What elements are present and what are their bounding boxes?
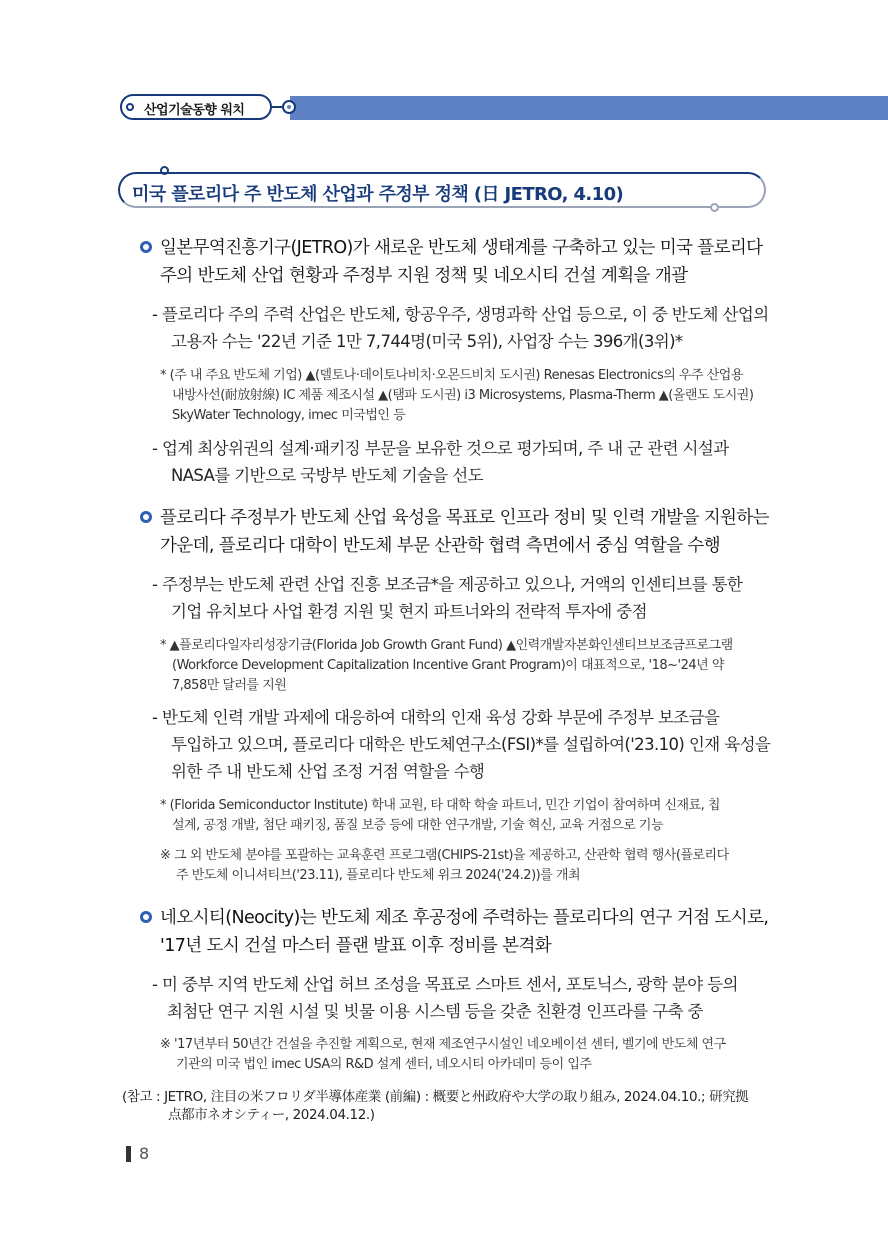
page-number-bar [126,1146,131,1162]
bullet-icon [140,911,152,923]
bullet-2-note-2-line-2: 설계, 공정 개발, 첨단 패키징, 품질 보증 등에 대한 연구개발, 기술 혁신, 교육 거점으로 기능 [172,818,664,833]
bullet-2-note-3-line-2: 주 반도체 이니셔티브('23.11), 플로리다 반도체 위크 2024('24.2))를 개최 [176,868,581,883]
bullet-1-line-1: 일본무역진흥기구(JETRO)가 새로운 반도체 생태계를 구축하고 있는 미국 플로리다 [160,238,763,258]
bullet-3-sub-1-line-2: 최첨단 연구 지원 시설 및 빗물 이용 시스템 등을 갖춘 친환경 인프라를 구축 중 [167,1002,703,1021]
title-box [118,172,766,208]
pill-dot-icon [126,103,134,111]
header-knob-icon [282,100,296,114]
bullet-1-sub-1-line-2: 고용자 수는 '22년 기준 1만 7,744명(미국 5위), 사업장 수는 396개(3위)* [171,332,683,351]
bullet-1-line-2: 주의 반도체 산업 현황과 주정부 지원 정책 및 네오시티 건설 계획을 개괄 [160,266,688,286]
bullet-2-line-2: 가운데, 플로리다 대학이 반도체 부문 산관학 협력 측면에서 중심 역할을 수행 [160,536,721,556]
bullet-2-sub-1-line-1: - 주정부는 반도체 관련 산업 진흥 보조금*을 제공하고 있으나, 거액의 인센티브를 통한 [152,575,743,594]
bullet-2-note-1-line-3: 7,858만 달러를 지원 [172,678,287,693]
page-number: 8 [139,1144,150,1163]
header-band [290,96,888,120]
bullet-2-sub-2-line-1: - 반도체 인력 개발 과제에 대응하여 대학의 인재 육성 강화 부문에 주정부 보조금을 [152,708,720,727]
bullet-2-sub-2-line-2: 투입하고 있으며, 플로리다 대학은 반도체연구소(FSI)*를 설립하여('23.10) 인재 육성을 [171,735,771,754]
bullet-icon [140,241,152,253]
bullet-3-line-2: '17년 도시 건설 마스터 플랜 발표 이후 정비를 본격화 [160,936,552,956]
reference-line-2: 点都市ネオシティー, 2024.04.12.) [168,1107,375,1123]
bullet-1-note-line-3: SkyWater Technology, imec 미국법인 등 [172,408,406,423]
bullet-2-sub-2-line-3: 위한 주 내 반도체 산업 조정 거점 역할을 수행 [171,762,485,781]
bullet-1-sub-1-line-1: - 플로리다 주의 주력 산업은 반도체, 항공우주, 생명과학 산업 등으로, 이 중 반도체 산업의 [152,305,769,324]
bullet-3-note-line-2: 기관의 미국 법인 imec USA의 R&D 설계 센터, 네오시티 아카데미 등이 입주 [176,1057,592,1072]
bullet-1-note-line-1: * (주 내 주요 반도체 기업) ▲(델토나·데이토나비치·오몬드비치 도시권) Renesas Electronics의 우주 산업용 [160,368,743,383]
bullet-2-note-3-line-1: ※ 그 외 반도체 분야를 포괄하는 교육훈련 프로그램(CHIPS-21st)을 제공하고, 산관학 협력 행사(플로리다 [160,848,729,863]
bullet-2-note-1-line-1: * ▲플로리다일자리성장기금(Florida Job Growth Grant Fund) ▲인력개발자본화인센티브보조금프로그램 [160,638,733,653]
bullet-icon [140,511,152,523]
bullet-1-note-line-2: 내방사선(耐放射線) IC 제품 제조시설 ▲(탬파 도시권) i3 Microsystems, Plasma-Therm ▲(올랜도 도시권) [172,388,754,403]
section-label: 산업기술동향 워치 [144,103,245,118]
title-knob-icon [710,203,719,212]
page-title: 미국 플로리다 주 반도체 산업과 주정부 정책 (日 JETRO, 4.10) [132,184,624,205]
bullet-3-sub-1-line-1: - 미 중부 지역 반도체 산업 허브 조성을 목표로 스마트 센서, 포토닉스, 광학 분야 등의 [152,975,738,994]
section-label-pill [120,94,272,120]
bullet-3-line-1: 네오시티(Neocity)는 반도체 제조 후공정에 주력하는 플로리다의 연구 거점 도시로, [160,908,769,928]
reference-line-1: (참고 : JETRO, 注目の米フロリダ半導体産業 (前編) : 概要と州政府や大学の取り組み, 2024.04.10.; 研究拠 [122,1089,749,1105]
bullet-1-sub-2-line-1: - 업계 최상위권의 설계·패키징 부문을 보유한 것으로 평가되며, 주 내 군 관련 시설과 [152,439,729,458]
bullet-2-sub-1-line-2: 기업 유치보다 사업 환경 지원 및 현지 파트너와의 전략적 투자에 중점 [171,602,647,621]
bullet-2-note-2-line-1: * (Florida Semiconductor Institute) 학내 교원, 타 대학 학술 파트너, 민간 기업이 참여하며 신재료, 칩 [160,798,720,813]
bullet-2-line-1: 플로리다 주정부가 반도체 산업 육성을 목표로 인프라 정비 및 인력 개발을 지원하는 [160,508,769,528]
bullet-1-sub-2-line-2: NASA를 기반으로 국방부 반도체 기술을 선도 [171,466,483,485]
bullet-2-note-1-line-2: (Workforce Development Capitalization Incentive Grant Program)이 대표적으로, '18~'24년 약 [172,658,724,673]
bullet-3-note-line-1: ※ '17년부터 50년간 건설을 추진할 계획으로, 현재 제조연구시설인 네오베이션 센터, 벨기에 반도체 연구 [160,1037,726,1052]
